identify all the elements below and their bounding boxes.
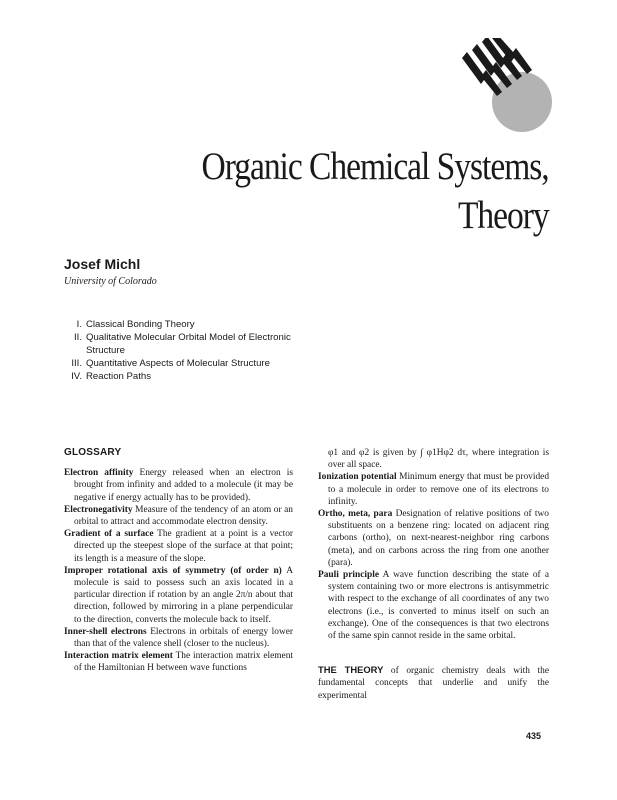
glossary-definition: Designation of relative positions of two substituents on a benzene ring: located on adjacent ring carbons (ortho), on next-nearest-neighbor ring carbons (meta), and on carbons across the ring from one another (para).	[328, 509, 549, 568]
theory-text: of organic chemistry deals with the fundamental concepts that underlie and unify the experimental	[318, 666, 549, 701]
toc-item-number: II.	[74, 332, 82, 343]
right-column	[318, 447, 549, 711]
toc-item	[64, 370, 324, 383]
glossary-definition: Measure of the tendency of an atom or an orbital to attract and accommodate electron density.	[74, 504, 293, 528]
glossary-term: Electronegativity	[64, 504, 133, 515]
glossary-term: Ortho, meta, para	[318, 509, 393, 520]
glossary-definition: A wave function describing the state of a system containing two or more electrons is antisymmetric with respect to the exchange of all coordinates of any two electrons (i.e., is converted to minus itself on such an exchange). One of the consequences is that two electrons of the same spin cannot reside in the same orbital.	[328, 570, 549, 642]
glossary-entry	[64, 528, 293, 565]
glossary-heading: GLOSSARY	[64, 447, 122, 458]
toc-item-text: Qualitative Molecular Orbital Model of Electronic Structure	[86, 332, 291, 356]
glossary-entry	[64, 504, 293, 528]
glossary-entry	[64, 467, 293, 504]
glossary-continuation: φ1 and φ2 is given by ∫ φ1Hφ2 dτ, where integration is over all space.	[328, 448, 549, 471]
glossary-definition: A molecule is said to possess such an axis located in a particular direction if rotation by an angle 2π/n about that direction, followed by mirroring in a plane perpendicular to the direction, converts the molecule back to itself.	[74, 565, 293, 625]
toc-item-text: Quantitative Aspects of Molecular Structure	[86, 358, 270, 369]
toc-item	[64, 331, 324, 357]
theory-lead-in: THE THEORY	[318, 664, 384, 676]
toc-item-text: Classical Bonding Theory	[86, 319, 195, 330]
toc-item-number: I.	[76, 319, 82, 330]
body-paragraph	[318, 664, 549, 702]
glossary-definition: Minimum energy that must be provided to a molecule in order to remove one of its electrons to infinity.	[328, 472, 550, 507]
page-title	[202, 142, 549, 240]
toc-item	[64, 357, 324, 370]
page-number: 435	[525, 731, 541, 741]
glossary-entry	[64, 565, 293, 626]
glossary-entry	[318, 471, 549, 508]
title-line-2: Theory	[458, 194, 549, 237]
author-affiliation: University of Colorado	[64, 276, 157, 287]
chapter-logo-icon	[462, 38, 562, 138]
glossary-term: Improper rotational axis of symmetry (of order n)	[64, 565, 282, 576]
glossary-definition: Energy released when an electron is brought from infinity and added to a molecule (it may be negative if energy actually has to be provided).	[74, 468, 293, 503]
glossary-definition: The gradient at a point is a vector directed up the steepest slope of the surface at that point; its length is a measure of the slope.	[74, 529, 294, 564]
author-name: Josef Michl	[64, 256, 141, 272]
toc-item-number: III.	[71, 358, 82, 369]
title-line-1: Organic Chemical Systems,	[201, 145, 549, 188]
glossary-term: Gradient of a surface	[64, 529, 154, 540]
toc-item-text: Reaction Paths	[86, 371, 152, 382]
glossary-definition: Electrons in orbitals of energy lower than that of the valence shell (closer to the nucleus).	[74, 626, 294, 650]
glossary-term: Inner-shell electrons	[64, 626, 147, 637]
glossary-entry	[64, 650, 293, 674]
glossary-entry	[318, 508, 549, 569]
left-column	[64, 447, 293, 675]
glossary-definition: The interaction matrix element of the Hamiltonian H between wave functions	[74, 651, 293, 674]
glossary-entry	[318, 569, 549, 642]
toc-item	[64, 318, 324, 331]
glossary-term: Interaction matrix element	[64, 651, 173, 662]
glossary-entry	[64, 626, 293, 650]
glossary-term: Pauli principle	[318, 570, 379, 581]
glossary-term: Ionization potential	[318, 472, 397, 483]
table-of-contents	[64, 318, 324, 383]
toc-item-number: IV.	[71, 371, 82, 382]
glossary-term: Electron affinity	[64, 468, 134, 479]
